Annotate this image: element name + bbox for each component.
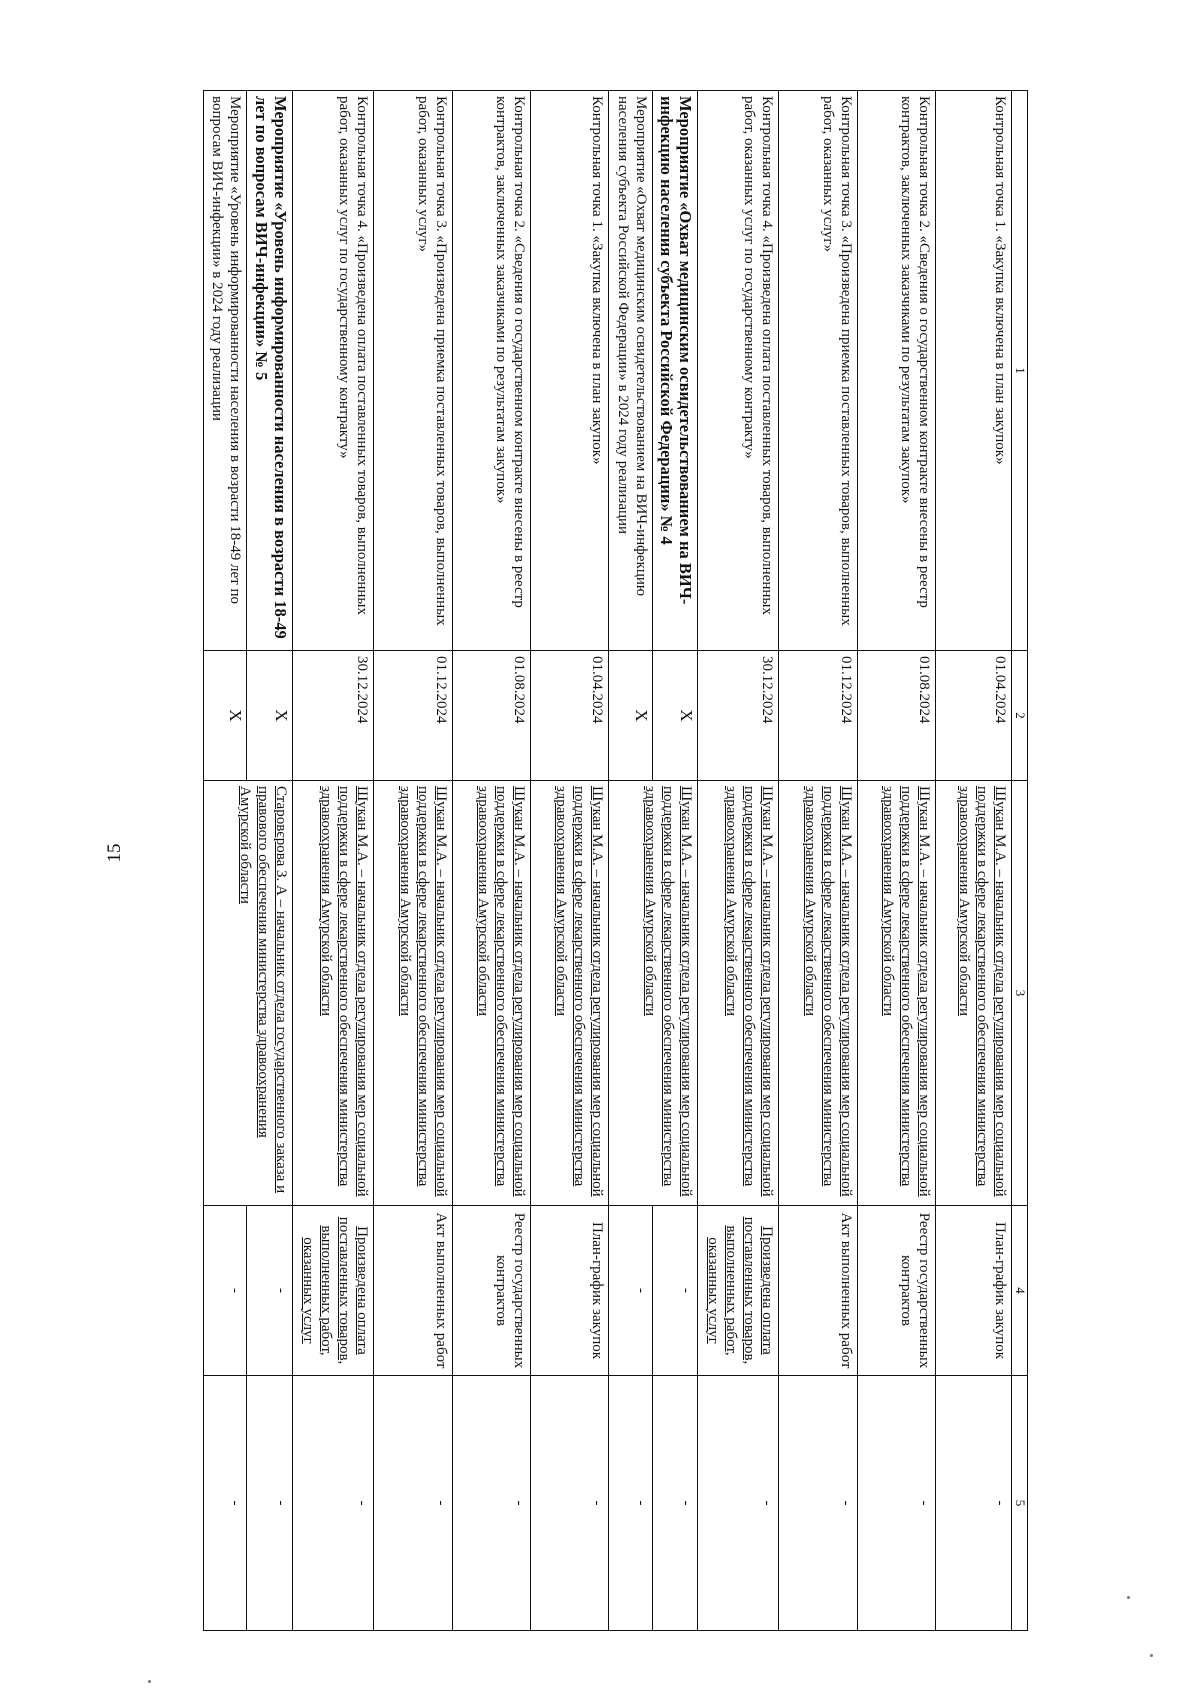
table-row: [935, 91, 1011, 1631]
event-cell: Контрольная точка 4. «Произведена оплата поставленных товаров, выполненных работ, оказанных услуг по государственному контракту»: [698, 91, 779, 651]
info-cell: -: [698, 1376, 779, 1631]
date-cell: X: [652, 651, 697, 781]
info-cell: -: [857, 1376, 935, 1631]
responsible-cell: Шукан М.А. – начальник отдела регулирования мер социальной поддержки в сфере лекарственного обеспечения министерства здравоохранения Амурской области: [530, 781, 608, 1206]
table-row: [652, 91, 697, 1631]
responsible-cell: Шукан М.А. – начальник отдела регулирования мер социальной поддержки в сфере лекарственного обеспечения министерства здравоохранения Амурской области: [292, 781, 373, 1206]
table-row: [779, 91, 857, 1631]
document-cell: Реестр государственных контрактов: [857, 1206, 935, 1376]
responsible-cell: Шукан М.А. – начальник отдела регулирования мер социальной поддержки в сфере лекарственного обеспечения министерства здравоохранения Амурской области: [452, 781, 530, 1206]
date-cell: X: [609, 651, 652, 781]
responsible-cell: Шукан М.А. – начальник отдела регулирования мер социальной поддержки в сфере лекарственного обеспечения министерства здравоохранения Амурской области: [698, 781, 779, 1206]
info-cell: -: [204, 1376, 247, 1631]
event-cell: Контрольная точка 2. «Сведения о государственном контракте внесены в реестр контрактов, заключенных заказчиками по результатам закупок»: [452, 91, 530, 651]
scan-speck: [148, 1680, 151, 1683]
date-cell: 01.12.2024: [374, 651, 452, 781]
responsible-cell: Шукан М.А. – начальник отдела регулирования мер социальной поддержки в сфере лекарственного обеспечения министерства здравоохранения Амурской области: [935, 781, 1011, 1206]
event-cell: Мероприятие «Уровень информированности населения в возрасти 18-49 лет по вопросам ВИЧ-инфекции» в 2024 году реализации: [204, 91, 247, 651]
table-row: [530, 91, 608, 1631]
page-number: 15: [104, 843, 125, 863]
table-row: [698, 91, 779, 1631]
info-cell: -: [652, 1376, 697, 1631]
date-cell: X: [247, 651, 292, 781]
header-cell: 4: [1012, 1206, 1028, 1376]
table-row: [247, 91, 292, 1631]
header-cell: 3: [1012, 781, 1028, 1206]
date-cell: 01.04.2024: [530, 651, 608, 781]
table-row: [452, 91, 530, 1631]
scan-speck: [1150, 1654, 1153, 1657]
info-cell: -: [452, 1376, 530, 1631]
document-cell: Акт выполненных работ: [779, 1206, 857, 1376]
info-cell: -: [530, 1376, 608, 1631]
event-cell: Контрольная точка 1. «Закупка включена в план закупок»: [530, 91, 608, 651]
event-cell: Контрольная точка 4. «Произведена оплата поставленных товаров, выполненных работ, оказанных услуг по государственному контракту»: [292, 91, 373, 651]
responsible-cell: Шукан М.А. – начальник отдела регулирования мер социальной поддержки в сфере лекарственного обеспечения министерства здравоохранения Амурской области: [857, 781, 935, 1206]
document-cell: План-график закупок: [935, 1206, 1011, 1376]
scan-speck: [1127, 1596, 1130, 1599]
date-cell: 01.08.2024: [452, 651, 530, 781]
document-cell: Реестр государственных контрактов: [452, 1206, 530, 1376]
event-title-cell: Мероприятие «Охват медицинским освидетельствованием на ВИЧ-инфекцию населения субъекта Российской Федерации» № 4: [652, 91, 697, 651]
event-cell: Контрольная точка 3. «Произведена приемка поставленных товаров, выполненных работ, оказанных услуг»: [374, 91, 452, 651]
document-cell: План-график закупок: [530, 1206, 608, 1376]
rotated-page: [203, 90, 1028, 1630]
responsible-cell: Шукан М.А. – начальник отдела регулирования мер социальной поддержки в сфере лекарственного обеспечения министерства здравоохранения Амурской области: [609, 781, 698, 1206]
responsible-cell: Шукан М.А. – начальник отдела регулирования мер социальной поддержки в сфере лекарственного обеспечения министерства здравоохранения Амурской области: [374, 781, 452, 1206]
header-cell: 1: [1012, 91, 1028, 651]
date-cell: X: [204, 651, 247, 781]
responsible-cell: Старовєрова З. А – начальник отдела государственного заказа и правового обеспечения министерства здравоохранения Амурской области: [204, 781, 293, 1206]
document-cell: -: [609, 1206, 652, 1376]
document-cell: Произведена оплата поставленных товаров, выполненных работ, оказанных услуг: [698, 1206, 779, 1376]
info-cell: -: [374, 1376, 452, 1631]
header-cell: 5: [1012, 1376, 1028, 1631]
date-cell: 01.08.2024: [857, 651, 935, 781]
date-cell: 30.12.2024: [698, 651, 779, 781]
event-cell: Контрольная точка 1. «Закупка включена в план закупок»: [935, 91, 1011, 651]
info-cell: -: [779, 1376, 857, 1631]
header-row: [1012, 91, 1028, 1631]
info-cell: -: [292, 1376, 373, 1631]
document-cell: -: [652, 1206, 697, 1376]
event-title-cell: Мероприятие «Уровень информированности населения в возрасти 18-49 лет по вопросам ВИЧ-инфекции» № 5: [247, 91, 292, 651]
info-cell: -: [609, 1376, 652, 1631]
info-cell: -: [935, 1376, 1011, 1631]
document-cell: -: [247, 1206, 292, 1376]
date-cell: 30.12.2024: [292, 651, 373, 781]
event-cell: Контрольная точка 2. «Сведения о государственном контракте внесены в реестр контрактов, заключенных заказчиками по результатам закупок»: [857, 91, 935, 651]
events-table: [203, 90, 1028, 1631]
document-cell: Произведена оплата поставленных товаров, выполненных работ, оказанных услуг: [292, 1206, 373, 1376]
document-cell: Акт выполненных работ: [374, 1206, 452, 1376]
event-cell: Контрольная точка 3. «Произведена приемка поставленных товаров, выполненных работ, оказанных услуг»: [779, 91, 857, 651]
date-cell: 01.12.2024: [779, 651, 857, 781]
responsible-cell: Шукан М.А. – начальник отдела регулирования мер социальной поддержки в сфере лекарственного обеспечения министерства здравоохранения Амурской области: [779, 781, 857, 1206]
header-cell: 2: [1012, 651, 1028, 781]
date-cell: 01.04.2024: [935, 651, 1011, 781]
info-cell: -: [247, 1376, 292, 1631]
table-row: [292, 91, 373, 1631]
table-row: [857, 91, 935, 1631]
event-cell: Мероприятие «Охват медицинским освидетельствованием на ВИЧ-инфекцию населения субъекта Российской Федерации» в 2024 году реализации: [609, 91, 652, 651]
table-row: [374, 91, 452, 1631]
document-cell: -: [204, 1206, 247, 1376]
